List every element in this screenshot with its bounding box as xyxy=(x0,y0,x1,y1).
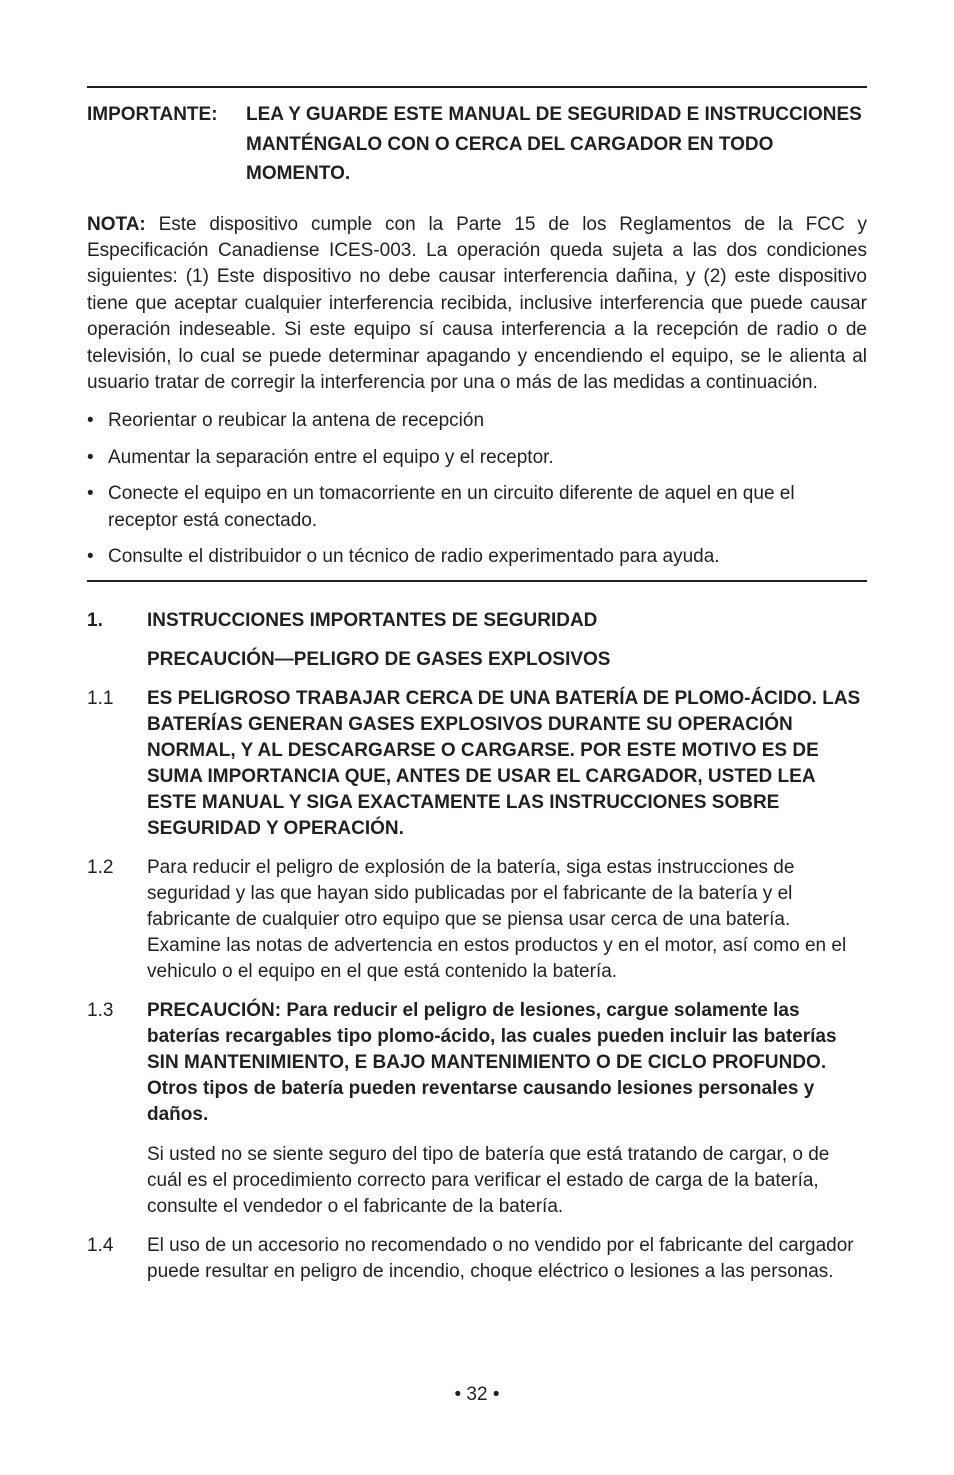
important-label: IMPORTANTE: xyxy=(87,104,218,125)
bullet-text: Conecte el equipo en un tomacorriente en un circuito diferente de aquel en que el receptor está conectado. xyxy=(108,483,795,531)
section-heading xyxy=(87,608,867,634)
item-text: El uso de un accesorio no recomendado o no vendido por el fabricante del cargador puede resultar en peligro de incendio, choque eléctrico o lesiones a las personas. xyxy=(147,1235,854,1283)
item-number: 1.3 xyxy=(87,1000,114,1022)
item-1-3 xyxy=(87,998,867,1128)
list-item xyxy=(87,408,867,434)
manual-page xyxy=(87,86,867,1285)
top-rule xyxy=(87,86,867,88)
item-text: ES PELIGROSO TRABAJAR CERCA DE UNA BATERÍA DE PLOMO-ÁCIDO. LAS BATERÍAS GENERAN GASES EXPLOSIVOS DURANTE SU OPERACIÓN NORMAL, Y AL DESCARGARSE O CARGARSE. POR ESTE MOTIVO ES DE SUMA IMPORTANCIA QUE, ANTES DE USAR EL CARGADOR, USTED LEA ESTE MANUAL Y SIGA EXACTAMENTE LAS INSTRUCCIONES SOBRE SEGURIDAD Y OPERACIÓN. xyxy=(147,688,861,840)
item-number: 1.1 xyxy=(87,688,114,710)
list-item xyxy=(87,481,867,534)
list-item xyxy=(87,544,867,570)
bullet-icon: • xyxy=(87,446,94,468)
section-rule xyxy=(87,580,867,582)
bullet-icon: • xyxy=(87,545,94,567)
page-number: • 32 • xyxy=(454,1384,500,1405)
section-subtitle: PRECAUCIÓN—PELIGRO DE GASES EXPLOSIVOS xyxy=(147,649,611,671)
item-text: Para reducir el peligro de explosión de la batería, siga estas instrucciones de seguridad y las que hayan sido publicadas por el fabricante de la batería y el fabricante de cualquier otro equipo que se piensa usar cerca de una batería. Examine las notas de advertencia en estos productos y en el motor, así como en el vehiculo o el equipo en el que está contenido la batería. xyxy=(147,857,847,983)
nota-paragraph xyxy=(87,212,867,397)
important-text: LEA Y GUARDE ESTE MANUAL DE SEGURIDAD E INSTRUCCIONES MANTÉNGALO CON O CERCA DEL CARGADOR EN TODO MOMENTO. xyxy=(246,104,862,184)
important-notice xyxy=(87,100,867,189)
item-1-3-paragraph: Si usted no se siente seguro del tipo de batería que está tratando de cargar, o de cuál es el procedimiento correcto para verificar el estado de carga de la batería, consulte el vendedor o el fabricante de la batería. xyxy=(147,1144,830,1218)
item-number: 1.4 xyxy=(87,1235,114,1257)
list-item xyxy=(87,445,867,471)
bullet-text: Reorientar o reubicar la antena de recepción xyxy=(108,410,485,432)
bullet-text: Consulte el distribuidor o un técnico de radio experimentado para ayuda. xyxy=(108,545,720,567)
section-number: 1. xyxy=(87,610,103,632)
item-1-2 xyxy=(87,855,867,985)
item-1-4 xyxy=(87,1233,867,1285)
bullet-icon: • xyxy=(87,483,94,505)
item-1-1 xyxy=(87,686,867,842)
nota-label: NOTA: xyxy=(87,213,146,235)
section-title: INSTRUCCIONES IMPORTANTES DE SEGURIDAD xyxy=(147,610,598,632)
bullet-text: Aumentar la separación entre el equipo y el receptor. xyxy=(108,446,554,468)
bullet-icon: • xyxy=(87,410,94,432)
nota-text: Este dispositivo cumple con la Parte 15 de los Reglamentos de la FCC y Especificación Canadiense ICES-003. La operación queda sujeta a las dos condiciones siguientes: (1) Este dispositivo no debe causar interferencia dañina, y (2) este dispositivo tiene que aceptar cualquier interferencia recibida, inclusive interferencia que puede causar operación indeseable. Si este equipo sí causa interferencia a la recepción de radio o de televisión, lo cual se puede determinar apagando y encendiendo el equipo, se le alienta al usuario tratar de corregir la interferencia por una o más de las medidas a continuación. xyxy=(87,213,867,393)
bullet-list xyxy=(87,408,867,570)
item-text: PRECAUCIÓN: Para reducir el peligro de lesiones, cargue solamente las baterías recargables tipo plomo-ácido, las cuales pueden incluir las baterías SIN MANTENIMIENTO, E BAJO MANTENIMIENTO O DE CICLO PROFUNDO. Otros tipos de batería pueden reventarse causando lesiones personales y daños. xyxy=(147,1000,837,1126)
item-number: 1.2 xyxy=(87,857,114,879)
